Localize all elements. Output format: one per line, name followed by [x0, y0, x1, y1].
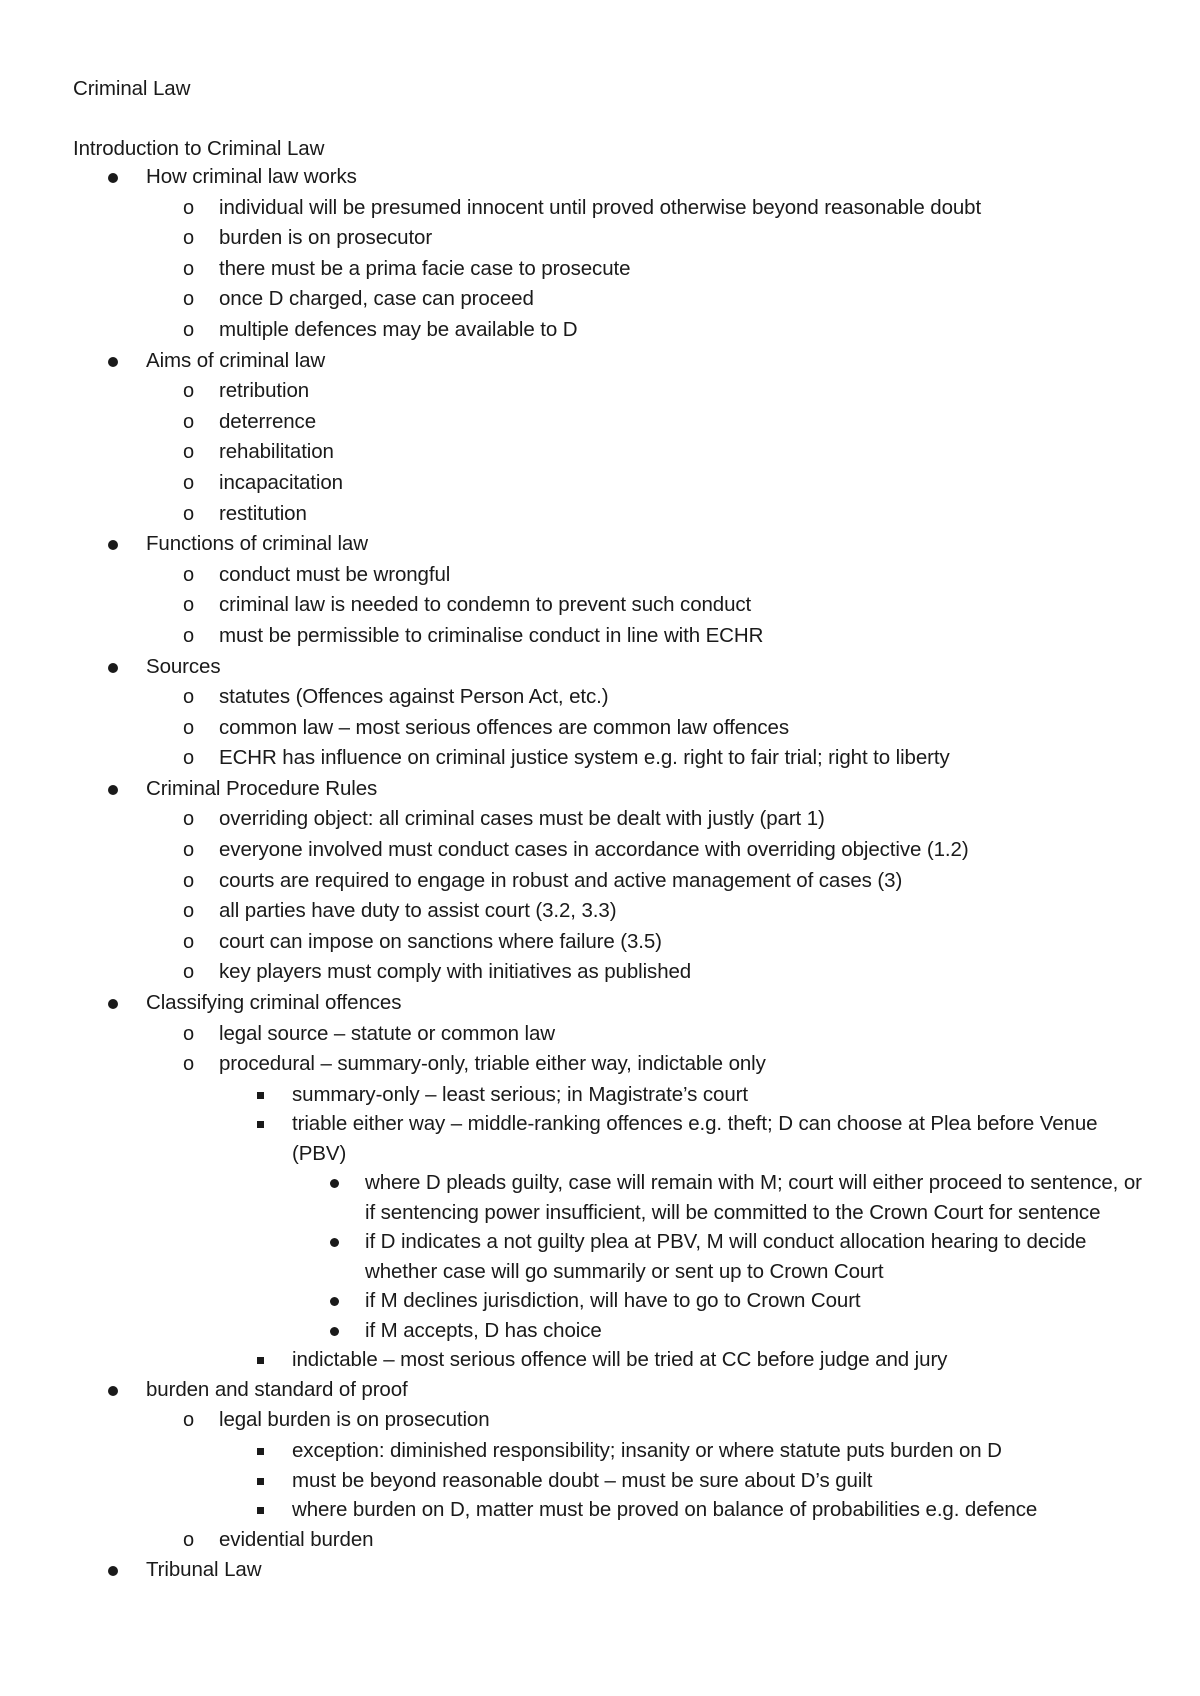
outline-item-level-2 — [0, 866, 1200, 897]
hollow-circle-bullet-icon: o — [183, 1053, 195, 1076]
outline-item-text: Tribunal Law — [146, 1558, 262, 1582]
outline-item-text: if M accepts, D has choice — [365, 1318, 602, 1342]
hollow-circle-bullet-icon: o — [183, 471, 195, 494]
outline-item-text: Sources — [146, 654, 221, 678]
outline-item-text: legal burden is on prosecution — [219, 1408, 490, 1432]
outline-item-level-2 — [0, 437, 1200, 468]
outline-item-text: individual will be presumed innocent until proved otherwise beyond reasonable doubt — [219, 195, 982, 219]
hollow-circle-bullet-icon: o — [183, 410, 195, 433]
outline-item-level-3 — [0, 1466, 1112, 1496]
outline-item-level-3 — [0, 1436, 1112, 1466]
bulleted-outline — [0, 162, 1200, 1586]
outline-item-level-2 — [0, 804, 1200, 835]
outline-item-text: must be permissible to criminalise conduct in line with ECHR — [219, 623, 764, 647]
outline-item-level-1 — [0, 346, 1200, 377]
outline-item-text: summary-only – least serious; in Magistrate’s court — [292, 1082, 748, 1106]
outline-item-text: burden and standard of proof — [146, 1377, 408, 1401]
outline-item-text: rehabilitation — [219, 440, 334, 464]
outline-item-level-1 — [0, 774, 1200, 805]
outline-item-text: criminal law is needed to condemn to prevent such conduct — [219, 593, 752, 617]
outline-item-text: triable either way – middle-ranking offences e.g. theft; D can choose at Plea before Venue (PBV) — [292, 1112, 1098, 1165]
outline-item-text: overriding object: all criminal cases must be dealt with justly (part 1) — [219, 807, 825, 831]
outline-item-text: Classifying criminal offences — [146, 991, 402, 1015]
square-bullet-icon — [257, 1357, 264, 1364]
outline-item-text: statutes (Offences against Person Act, etc.) — [219, 685, 609, 709]
filled-circle-bullet-icon — [330, 1327, 339, 1336]
outline-item-text: where burden on D, matter must be proved on balance of probabilities e.g. defence — [292, 1498, 1038, 1521]
outline-item-level-3 — [0, 1495, 1112, 1525]
filled-circle-bullet-icon — [108, 540, 118, 550]
outline-item-text: Functions of criminal law — [146, 532, 368, 556]
outline-item-text: indictable – most serious offence will be tried at CC before judge and jury — [292, 1348, 948, 1372]
hollow-circle-bullet-icon: o — [183, 839, 195, 862]
filled-circle-bullet-icon — [108, 663, 118, 673]
outline-item-level-2 — [0, 1019, 1200, 1050]
outline-item-text: legal source – statute or common law — [219, 1021, 555, 1045]
outline-item-text: common law – most serious offences are common law offences — [219, 715, 789, 739]
outline-item-level-2 — [0, 468, 1200, 499]
outline-item-level-1 — [0, 162, 1200, 193]
outline-item-text: key players must comply with initiatives as published — [219, 960, 692, 984]
outline-item-text: restitution — [219, 501, 307, 525]
square-bullet-icon — [257, 1478, 264, 1485]
outline-item-text: conduct must be wrongful — [219, 562, 451, 586]
outline-item-text: Aims of criminal law — [146, 348, 326, 372]
outline-item-level-2 — [0, 193, 1200, 224]
filled-circle-bullet-icon — [330, 1297, 339, 1306]
outline-item-text: if D indicates a not guilty plea at PBV, M will conduct allocation hearing to decide whether case will go summarily or sent up to Crown Court — [365, 1230, 1087, 1283]
hollow-circle-bullet-icon: o — [183, 227, 195, 250]
hollow-circle-bullet-icon: o — [183, 1528, 195, 1551]
square-bullet-icon — [257, 1507, 264, 1514]
outline-item-text: incapacitation — [219, 470, 343, 494]
filled-circle-bullet-icon — [108, 785, 118, 795]
outline-item-text: there must be a prima facie case to prosecute — [219, 256, 631, 280]
outline-item-text: evidential burden — [219, 1527, 374, 1551]
outline-item-text: Criminal Procedure Rules — [146, 776, 378, 800]
outline-item-text: ECHR has influence on criminal justice system e.g. right to fair trial; right to liberty — [219, 746, 950, 770]
hollow-circle-bullet-icon: o — [183, 900, 195, 923]
outline-item-level-2 — [0, 682, 1200, 713]
filled-circle-bullet-icon — [330, 1179, 339, 1188]
outline-item-level-2 — [0, 1405, 1200, 1436]
outline-item-level-2 — [0, 927, 1200, 958]
hollow-circle-bullet-icon: o — [183, 1022, 195, 1045]
hollow-circle-bullet-icon: o — [183, 716, 195, 739]
hollow-circle-bullet-icon: o — [183, 869, 195, 892]
hollow-circle-bullet-icon: o — [183, 380, 195, 403]
outline-item-level-2 — [0, 957, 1200, 988]
hollow-circle-bullet-icon: o — [183, 563, 195, 586]
outline-item-level-2 — [0, 223, 1200, 254]
square-bullet-icon — [257, 1121, 264, 1128]
outline-item-level-2 — [0, 284, 1200, 315]
hollow-circle-bullet-icon: o — [183, 686, 195, 709]
outline-item-level-2 — [0, 254, 1200, 285]
hollow-circle-bullet-icon: o — [183, 196, 195, 219]
outline-item-level-4 — [0, 1227, 1145, 1286]
hollow-circle-bullet-icon: o — [183, 808, 195, 831]
hollow-circle-bullet-icon: o — [183, 288, 195, 311]
outline-item-level-3 — [0, 1080, 1112, 1110]
outline-item-level-1 — [0, 988, 1200, 1019]
outline-item-text: where D pleads guilty, case will remain with M; court will either proceed to sentence, or if sentencing power insufficient, will be committed to the Crown Court for sentence — [365, 1171, 1142, 1224]
outline-item-level-2 — [0, 1049, 1200, 1080]
outline-item-level-4 — [0, 1316, 1145, 1346]
hollow-circle-bullet-icon: o — [183, 930, 195, 953]
filled-circle-bullet-icon — [108, 999, 118, 1009]
outline-item-text: retribution — [219, 379, 310, 403]
hollow-circle-bullet-icon: o — [183, 961, 195, 984]
outline-item-level-1 — [0, 652, 1200, 683]
outline-item-level-3 — [0, 1109, 1112, 1168]
outline-item-level-2 — [0, 621, 1200, 652]
square-bullet-icon — [257, 1092, 264, 1099]
outline-item-level-2 — [0, 407, 1200, 438]
hollow-circle-bullet-icon: o — [183, 257, 195, 280]
outline-item-level-1 — [0, 1555, 1200, 1586]
outline-item-level-3 — [0, 1345, 1112, 1375]
hollow-circle-bullet-icon: o — [183, 594, 195, 617]
outline-item-level-4 — [0, 1168, 1145, 1227]
hollow-circle-bullet-icon: o — [183, 318, 195, 341]
outline-item-level-1 — [0, 529, 1200, 560]
hollow-circle-bullet-icon: o — [183, 1409, 195, 1432]
hollow-circle-bullet-icon: o — [183, 747, 195, 770]
outline-item-text: everyone involved must conduct cases in accordance with overriding objective (1.2) — [219, 838, 969, 862]
square-bullet-icon — [257, 1448, 264, 1455]
outline-item-level-2 — [0, 590, 1200, 621]
outline-item-level-2 — [0, 499, 1200, 530]
outline-item-text: How criminal law works — [146, 165, 357, 188]
outline-item-text: deterrence — [219, 409, 317, 433]
outline-item-level-2 — [0, 376, 1200, 407]
filled-circle-bullet-icon — [108, 1566, 118, 1576]
outline-item-text: once D charged, case can proceed — [219, 287, 534, 311]
outline-item-text: exception: diminished responsibility; insanity or where statute puts burden on D — [292, 1439, 1002, 1462]
outline-item-level-2 — [0, 743, 1200, 774]
outline-item-text: if M declines jurisdiction, will have to go to Crown Court — [365, 1289, 861, 1313]
outline-item-level-2 — [0, 835, 1200, 866]
outline-item-level-1 — [0, 1375, 1200, 1406]
document-title: Criminal Law — [73, 77, 191, 100]
outline-item-text: must be beyond reasonable doubt – must be sure about D’s guilt — [292, 1468, 873, 1492]
section-heading: Introduction to Criminal Law — [73, 137, 325, 160]
filled-circle-bullet-icon — [108, 173, 118, 183]
outline-item-level-2 — [0, 713, 1200, 744]
hollow-circle-bullet-icon: o — [183, 441, 195, 464]
outline-item-level-2 — [0, 1525, 1200, 1556]
filled-circle-bullet-icon — [330, 1238, 339, 1247]
outline-item-text: courts are required to engage in robust and active management of cases (3) — [219, 868, 903, 892]
outline-item-level-2 — [0, 896, 1200, 927]
filled-circle-bullet-icon — [108, 357, 118, 367]
outline-item-level-2 — [0, 560, 1200, 591]
outline-item-text: burden is on prosecutor — [219, 226, 433, 250]
outline-item-text: all parties have duty to assist court (3.2, 3.3) — [219, 899, 617, 923]
outline-item-level-4 — [0, 1286, 1145, 1316]
outline-item-level-2 — [0, 315, 1200, 346]
filled-circle-bullet-icon — [108, 1386, 118, 1396]
hollow-circle-bullet-icon: o — [183, 624, 195, 647]
outline-item-text: procedural – summary-only, triable either way, indictable only — [219, 1052, 766, 1076]
hollow-circle-bullet-icon: o — [183, 502, 195, 525]
outline-item-text: multiple defences may be available to D — [219, 317, 578, 341]
outline-item-text: court can impose on sanctions where failure (3.5) — [219, 929, 662, 953]
